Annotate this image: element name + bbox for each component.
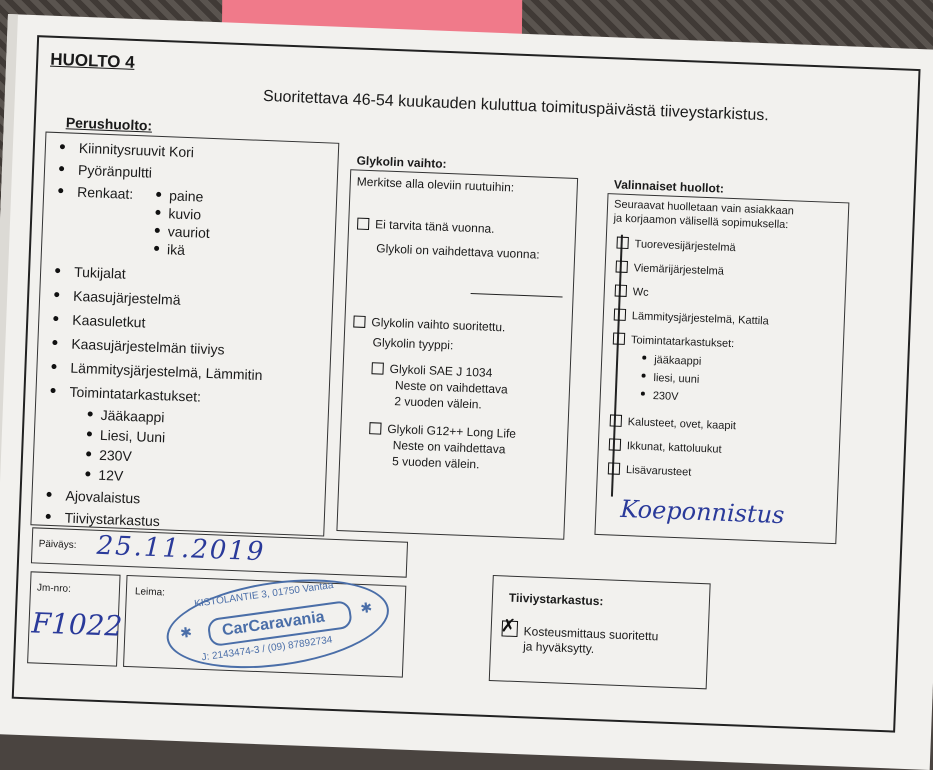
glykoli-box <box>336 169 578 539</box>
company-stamp <box>161 567 394 681</box>
perushuolto-heading: Perushuolto: <box>65 114 153 134</box>
jm-value[interactable]: F1022 <box>31 606 123 643</box>
list-item: ikä <box>154 241 185 258</box>
glykoli-type-label: Glykolin tyyppi: <box>372 335 454 353</box>
perushuolto-box <box>30 132 339 537</box>
checkbox-done[interactable] <box>353 315 365 327</box>
list-item: kuvio <box>155 205 201 223</box>
glykoli-type1-line2: Neste on vaihdettava <box>394 378 508 397</box>
list-item: 230V <box>86 446 132 464</box>
valinnaiset-sub: 230V <box>641 390 679 403</box>
glykoli-type2-line2: Neste on vaihdettava <box>392 438 506 457</box>
glykoli-instruction: Merkitse alla oleviin ruutuihin: <box>356 174 515 195</box>
valinnaiset-intro-2: ja korjaamon välisellä sopimuksella: <box>613 212 789 232</box>
valinnaiset-intro-1: Seuraavat huolletaan vain asiakkaan <box>613 198 795 218</box>
stamp-address: KISTOLANTIE 3, 01750 Vantaa <box>193 579 335 610</box>
valinnaiset-item[interactable]: Lämmitysjärjestelmä, Kattila <box>614 308 769 327</box>
form-frame <box>12 35 921 732</box>
page-subtitle: Suoritettava 46-54 kuukauden kuluttua toimituspäivästä tiiveystarkistus. <box>262 87 770 125</box>
list-item: Renkaat: <box>58 183 134 202</box>
year-field-line[interactable] <box>471 293 563 298</box>
list-item: Kaasuletkut <box>53 311 146 331</box>
leima-label: Leima: <box>134 586 166 599</box>
valinnaiset-item[interactable]: Kalusteet, ovet, kaapit <box>610 414 737 432</box>
checkbox-not-needed[interactable] <box>357 218 369 230</box>
list-item: Kaasujärjestelmän tiiviys <box>52 335 225 358</box>
hand-drawn-line <box>611 235 623 497</box>
list-item: Jääkaappi <box>87 406 164 425</box>
checkbox-type1[interactable] <box>371 362 383 374</box>
tiiviys-check[interactable]: ✗ Kosteusmittaus suoritettu <box>500 615 659 644</box>
glykoli-type2-line3: 5 vuoden välein. <box>391 454 480 472</box>
valinnaiset-item[interactable]: Ikkunat, kattoluukut <box>609 438 722 455</box>
checked-checkbox-icon[interactable]: ✗ <box>500 615 517 636</box>
list-item: Pyöränpultti <box>59 161 152 181</box>
valinnaiset-heading: Valinnaiset huollot: <box>613 177 725 196</box>
tiiviys-box <box>489 575 711 689</box>
tiiviys-text-2: ja hyväksytty. <box>522 639 595 656</box>
checkbox-type2[interactable] <box>369 422 381 434</box>
date-value[interactable]: 25.11.2019 <box>96 530 266 568</box>
page-title: HUOLTO 4 <box>49 49 135 72</box>
valinnaiset-item[interactable]: Toimintatarkastukset: <box>613 332 735 350</box>
glykoli-option-done[interactable]: Glykolin vaihto suoritettu. <box>353 314 505 334</box>
list-item: Kaasujärjestelmä <box>54 287 181 308</box>
valinnaiset-item[interactable]: Lisävarusteet <box>608 462 692 478</box>
tiiviys-heading: Tiiviystarkastus: <box>508 590 604 609</box>
stamp-ytunnus: J: 2143474-3 / (09) 87892734 <box>200 634 334 664</box>
stamp-star-icon: ✱ <box>179 623 193 642</box>
valinnaiset-item[interactable]: Wc <box>615 285 649 299</box>
service-page <box>0 14 933 770</box>
date-label: Päiväys: <box>38 538 77 552</box>
stamp-star-icon: ✱ <box>359 598 374 617</box>
list-item: paine <box>156 187 204 205</box>
valinnaiset-box <box>594 193 849 544</box>
stamp-name: CarCaravania <box>221 608 326 640</box>
list-item: Tiiviystarkastus <box>45 509 160 529</box>
list-item: Tukijalat <box>55 263 126 282</box>
valinnaiset-item[interactable]: Viemärijärjestelmä <box>615 261 724 278</box>
valinnaiset-sub: liesi, uuni <box>641 372 699 386</box>
jm-label: Jm-nro: <box>36 582 72 595</box>
date-box <box>31 527 408 577</box>
glykoli-type2[interactable]: Glykoli G12++ Long Life <box>369 421 516 441</box>
list-item: 12V <box>85 466 124 483</box>
list-item: vauriot <box>154 223 210 241</box>
handwritten-koeponnistus: Koeponnistus <box>619 494 785 530</box>
glykoli-heading: Glykolin vaihto: <box>356 153 447 171</box>
jm-box <box>27 571 123 666</box>
glykoli-type1[interactable]: Glykoli SAE J 1034 <box>371 361 492 380</box>
list-item: Liesi, Uuni <box>87 426 166 445</box>
glykoli-type1-line3: 2 vuoden välein. <box>394 394 483 412</box>
list-item: Ajovalaistus <box>46 487 140 507</box>
list-item: Kiinnitysruuvit Kori <box>60 139 195 160</box>
leima-box <box>123 575 406 678</box>
glykoli-option-sub: Glykoli on vaihdettava vuonna: <box>376 241 540 262</box>
list-item: Lämmitysjärjestelmä, Lämmitin <box>51 359 263 383</box>
glykoli-option-not-needed[interactable]: Ei tarvita tänä vuonna. <box>357 217 495 236</box>
valinnaiset-sub: jääkaappi <box>642 354 702 368</box>
list-item: Toimintatarkastukset: <box>50 383 201 405</box>
valinnaiset-item[interactable]: Tuorevesijärjestelmä <box>616 237 735 255</box>
